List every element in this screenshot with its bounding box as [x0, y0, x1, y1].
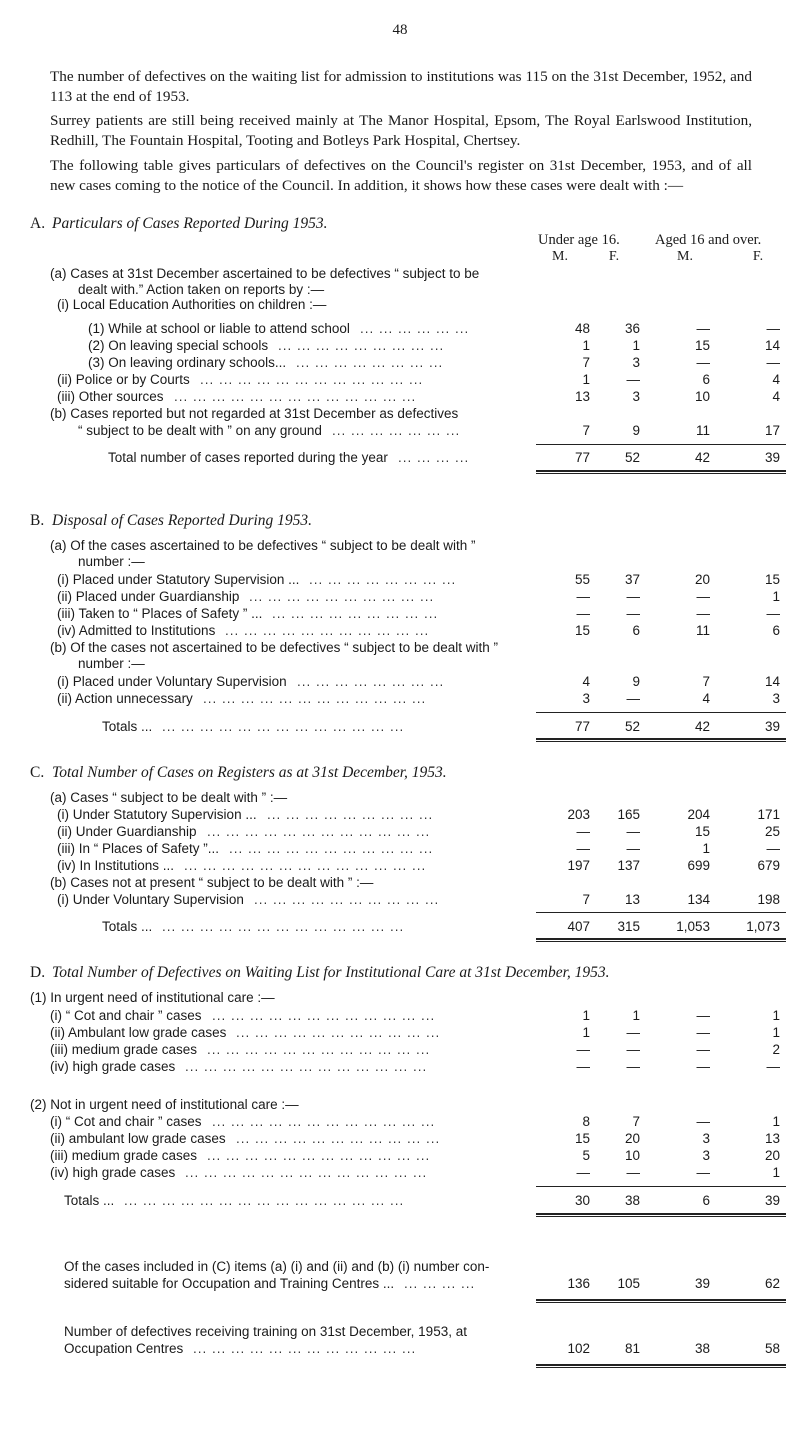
cell-value: 30 — [574, 1193, 590, 1208]
column-group-16-and-over: Aged 16 and over. — [655, 232, 762, 248]
leader-dots: ... ... ... ... ... ... ... ... ... ... ... ... ... — [184, 858, 427, 873]
table-row — [0, 1042, 800, 1058]
section-title-c — [30, 764, 447, 782]
row-label: (i) “ Cot and chair ” cases — [50, 1114, 202, 1129]
cell-value: 204 — [687, 807, 710, 822]
cell-value: 6 — [702, 372, 710, 387]
leader-dots: ... ... ... ... ... ... ... ... ... ... ... ... ... ... ... — [124, 1193, 405, 1208]
cell-value: 20 — [694, 572, 710, 587]
leader-dots: ... ... ... ... ... ... ... ... ... ... ... — [236, 1131, 441, 1146]
cell-value: 15 — [694, 338, 710, 353]
leader-dots: ... ... ... ... ... ... ... ... ... ... ... ... — [207, 824, 431, 839]
cell-value: — — [626, 824, 640, 839]
table-row — [0, 406, 800, 422]
table-row — [0, 297, 800, 313]
cell-value: 7 — [632, 1114, 640, 1129]
cell-value: 1 — [582, 372, 590, 387]
table-row — [0, 892, 800, 908]
table-row — [0, 656, 800, 672]
row-label: (ii) ambulant low grade cases — [50, 1131, 226, 1146]
cell-value: 39 — [764, 450, 780, 465]
sex-column-header: M. — [552, 249, 568, 264]
row-label: (iv) high grade cases — [50, 1165, 176, 1180]
cell-value: 6 — [632, 623, 640, 638]
cell-value: 13 — [624, 892, 640, 907]
cell-value: 10 — [624, 1148, 640, 1163]
cell-value: 7 — [582, 892, 590, 907]
row-label: (2) On leaving special schools — [88, 338, 269, 353]
table-row — [0, 858, 800, 874]
leader-dots: ... ... ... ... ... ... ... ... ... ... ... ... — [203, 691, 427, 706]
table-row — [0, 266, 800, 282]
cell-value: — — [696, 606, 710, 621]
cell-value: 81 — [624, 1341, 640, 1356]
rule-line — [536, 444, 786, 445]
cell-value: 4 — [702, 691, 710, 706]
row-label: sidered suitable for Occupation and Training Centres ... — [64, 1276, 395, 1291]
cell-value: — — [766, 841, 780, 856]
cell-value: 52 — [624, 719, 640, 734]
cell-value: 1 — [632, 338, 640, 353]
row-label: (a) Cases “ subject to be dealt with ” :— — [50, 790, 288, 805]
cell-value: 165 — [617, 807, 640, 822]
leader-dots: ... ... ... ... ... ... ... ... ... — [278, 338, 445, 353]
cell-value: 7 — [582, 355, 590, 370]
cell-value: 15 — [694, 824, 710, 839]
double-rule — [536, 1299, 786, 1303]
row-label: (1) In urgent need of institutional care :— — [30, 990, 275, 1005]
row-label: (a) Of the cases ascertained to be defectives “ subject to be dealt with ” — [50, 538, 476, 553]
table-row — [0, 990, 800, 1006]
cell-value: 7 — [702, 674, 710, 689]
leader-dots: ... ... ... ... ... ... ... ... ... ... — [249, 589, 435, 604]
cell-value: 4 — [772, 372, 780, 387]
cell-value: 134 — [687, 892, 710, 907]
cell-value: — — [576, 1059, 590, 1074]
table-row — [0, 538, 800, 554]
section-letter: D. — [30, 964, 46, 981]
row-label: (b) Cases not at present “ subject to be dealt with ” :— — [50, 875, 374, 890]
cell-value: 39 — [764, 719, 780, 734]
table-row — [0, 338, 800, 354]
cell-value: — — [576, 1042, 590, 1057]
cell-value: — — [696, 1059, 710, 1074]
section-heading: Particulars of Cases Reported During 1953. — [52, 215, 328, 232]
table-row — [0, 589, 800, 605]
cell-value: — — [626, 372, 640, 387]
cell-value: 679 — [757, 858, 780, 873]
sex-column-header: F. — [608, 249, 620, 264]
leader-dots: ... ... ... ... ... ... ... ... ... ... ... ... — [193, 1341, 417, 1356]
cell-value: 9 — [632, 674, 640, 689]
cell-value: — — [626, 1042, 640, 1057]
cell-value: 1 — [582, 338, 590, 353]
row-label: (iv) In Institutions ... — [57, 858, 175, 873]
cell-value: 171 — [757, 807, 780, 822]
intro-paragraph-1: The number of defectives on the waiting list for admission to institutions was 115 on the 31st December, 1952, and 113 at the end of 1953. — [50, 68, 752, 105]
cell-value: — — [576, 841, 590, 856]
cell-value: 1,053 — [676, 919, 710, 934]
double-rule — [536, 1364, 786, 1368]
cell-value: — — [576, 606, 590, 621]
leader-dots: ... ... ... ... ... ... ... ... ... ... ... ... — [200, 372, 424, 387]
row-label: (b) Cases reported but not regarded at 31st December as defectives — [50, 406, 459, 421]
cell-value: 17 — [764, 423, 780, 438]
table-row — [0, 1025, 800, 1041]
cell-value: 407 — [567, 919, 590, 934]
section-heading: Total Number of Cases on Registers as at 31st December, 1953. — [52, 764, 447, 781]
cell-value: 6 — [772, 623, 780, 638]
cell-value: 20 — [764, 1148, 780, 1163]
cell-value: 1 — [702, 841, 710, 856]
leader-dots: ... ... ... ... ... ... — [360, 321, 470, 336]
row-label: Totals ... — [64, 1193, 115, 1208]
row-label: Occupation Centres — [64, 1341, 184, 1356]
row-label: (i) Under Voluntary Supervision — [57, 892, 244, 907]
table-row — [0, 807, 800, 823]
cell-value: 13 — [764, 1131, 780, 1146]
row-label: (iii) Other sources — [57, 389, 164, 404]
cell-value: — — [626, 841, 640, 856]
cell-value: — — [696, 1008, 710, 1023]
leader-dots: ... ... ... ... ... ... ... ... — [296, 355, 444, 370]
cell-value: — — [626, 589, 640, 604]
table-row — [0, 875, 800, 891]
cell-value: — — [766, 321, 780, 336]
table-row — [0, 1008, 800, 1024]
cell-value: 1 — [772, 1114, 780, 1129]
sex-column-header: F. — [752, 249, 764, 264]
row-label: (i) Placed under Statutory Supervision ... — [57, 572, 300, 587]
table-row — [0, 824, 800, 840]
leader-dots: ... ... ... ... ... ... ... ... ... ... ... ... ... — [162, 719, 405, 734]
cell-value: — — [696, 1025, 710, 1040]
table-row — [0, 691, 800, 707]
table-row — [0, 282, 800, 298]
row-label: number :— — [78, 656, 145, 671]
cell-value: 10 — [694, 389, 710, 404]
cell-value: 3 — [632, 389, 640, 404]
rule-line — [536, 912, 786, 913]
section-letter: A. — [30, 215, 46, 232]
row-label: (iv) high grade cases — [50, 1059, 176, 1074]
row-label: (ii) Placed under Guardianship — [57, 589, 240, 604]
rule-line — [536, 712, 786, 713]
cell-value: 137 — [617, 858, 640, 873]
leader-dots: ... ... ... ... ... ... ... ... ... ... ... — [225, 623, 430, 638]
row-label: (i) Under Statutory Supervision ... — [57, 807, 257, 822]
cell-value: — — [766, 606, 780, 621]
table-row — [0, 389, 800, 405]
section-letter: B. — [30, 512, 45, 529]
occupation-row-line1 — [0, 1324, 800, 1340]
total-row — [0, 719, 800, 735]
cell-value: 20 — [624, 1131, 640, 1146]
table-row — [0, 1131, 800, 1147]
cell-value: 102 — [567, 1341, 590, 1356]
cell-value: 62 — [764, 1276, 780, 1291]
cell-value: — — [626, 606, 640, 621]
leader-dots: ... ... ... ... ... ... ... ... ... ... — [254, 892, 440, 907]
row-label: (iv) Admitted to Institutions — [57, 623, 216, 638]
leader-dots: ... ... ... ... ... ... ... ... — [309, 572, 457, 587]
occupation-row-line2 — [0, 1341, 800, 1357]
intro-paragraph-3: The following table gives particulars of defectives on the Council's register on 31st December, 1953, and of all new cases coming to the notice of the Council. In addition, it shows how these cases were dealt with :— — [50, 157, 752, 194]
page-number: 48 — [392, 22, 408, 38]
table-row — [0, 355, 800, 371]
cell-value: 3 — [702, 1148, 710, 1163]
rule-line — [536, 1186, 786, 1187]
table-row — [0, 623, 800, 639]
row-label: (2) Not in urgent need of institutional care :— — [30, 1097, 299, 1112]
table-row — [0, 321, 800, 337]
row-label: (i) Local Education Authorities on children :— — [57, 297, 327, 312]
cell-value: 39 — [764, 1193, 780, 1208]
double-rule — [536, 470, 786, 474]
row-label: (i) “ Cot and chair ” cases — [50, 1008, 202, 1023]
cell-value: 42 — [694, 719, 710, 734]
column-group-under-16: Under age 16. — [538, 232, 620, 248]
row-label: (iii) In “ Places of Safety ”... — [57, 841, 220, 856]
cell-value: 39 — [694, 1276, 710, 1291]
cell-value: 15 — [574, 623, 590, 638]
occupation-row-line1 — [0, 1259, 800, 1275]
table-row — [0, 1114, 800, 1130]
cell-value: 315 — [617, 919, 640, 934]
cell-value: — — [576, 1165, 590, 1180]
row-label: (a) Cases at 31st December ascertained to be defectives “ subject to be — [50, 266, 480, 281]
row-label: Totals ... — [102, 719, 153, 734]
cell-value: 14 — [764, 338, 780, 353]
row-label: (i) Placed under Voluntary Supervision — [57, 674, 287, 689]
section-heading: Disposal of Cases Reported During 1953. — [52, 512, 313, 529]
cell-value: 37 — [624, 572, 640, 587]
row-label: number :— — [78, 554, 145, 569]
row-label: (ii) Ambulant low grade cases — [50, 1025, 227, 1040]
cell-value: 3 — [772, 691, 780, 706]
table-row — [0, 554, 800, 570]
leader-dots: ... ... ... ... ... ... ... — [332, 423, 461, 438]
row-label: dealt with.” Action taken on reports by :— — [78, 282, 325, 297]
cell-value: 38 — [694, 1341, 710, 1356]
intro-paragraph-2: Surrey patients are still being received mainly at The Manor Hospital, Epsom, The Royal Earlswood Institution, Redhill, The Fountain Hospital, Tooting and Botleys Park Hospital, Chertsey. — [50, 112, 752, 149]
leader-dots: ... ... ... ... ... ... ... ... ... ... ... — [229, 841, 434, 856]
table-row — [0, 572, 800, 588]
table-row — [0, 1059, 800, 1075]
cell-value: 77 — [574, 450, 590, 465]
row-label: (iii) medium grade cases — [50, 1042, 198, 1057]
cell-value: 1 — [772, 1025, 780, 1040]
total-row — [0, 1193, 800, 1209]
leader-dots: ... ... ... ... ... ... ... ... ... ... ... ... — [207, 1042, 431, 1057]
cell-value: — — [766, 1059, 780, 1074]
cell-value: 1 — [772, 589, 780, 604]
leader-dots: ... ... ... ... ... ... ... ... ... ... ... ... ... — [185, 1059, 428, 1074]
cell-value: 1 — [632, 1008, 640, 1023]
cell-value: — — [696, 1042, 710, 1057]
cell-value: — — [626, 1165, 640, 1180]
row-label: (ii) Action unnecessary — [57, 691, 193, 706]
cell-value: 38 — [624, 1193, 640, 1208]
cell-value: 58 — [764, 1341, 780, 1356]
table-row — [0, 1165, 800, 1181]
leader-dots: ... ... ... ... ... ... ... ... ... ... ... ... ... — [162, 919, 405, 934]
leader-dots: ... ... ... ... — [398, 450, 470, 465]
row-label: (3) On leaving ordinary schools... — [88, 355, 287, 370]
leader-dots: ... ... ... ... ... ... ... ... ... ... ... ... ... — [185, 1165, 428, 1180]
cell-value: 3 — [582, 691, 590, 706]
cell-value: 42 — [694, 450, 710, 465]
row-label: (ii) Under Guardianship — [57, 824, 197, 839]
cell-value: 203 — [567, 807, 590, 822]
row-label: Total number of cases reported during the year — [108, 450, 388, 465]
section-title-a — [30, 215, 328, 233]
cell-value: 15 — [764, 572, 780, 587]
cell-value: 1 — [772, 1165, 780, 1180]
cell-value: — — [626, 691, 640, 706]
row-label: (ii) Police or by Courts — [57, 372, 190, 387]
row-label: Number of defectives receiving training on 31st December, 1953, at — [64, 1324, 467, 1339]
total-row — [0, 450, 800, 466]
cell-value: 136 — [567, 1276, 590, 1291]
cell-value: 6 — [702, 1193, 710, 1208]
row-label: (iii) Taken to “ Places of Safety ” ... — [57, 606, 263, 621]
table-row — [0, 423, 800, 439]
cell-value: 25 — [764, 824, 780, 839]
cell-value: 105 — [617, 1276, 640, 1291]
row-label: “ subject to be dealt with ” on any ground — [78, 423, 322, 438]
cell-value: 15 — [574, 1131, 590, 1146]
leader-dots: ... ... ... ... ... ... ... ... ... ... ... ... ... — [174, 389, 417, 404]
cell-value: 7 — [582, 423, 590, 438]
double-rule — [536, 938, 786, 942]
cell-value: 9 — [632, 423, 640, 438]
row-label: Totals ... — [102, 919, 153, 934]
cell-value: 5 — [582, 1148, 590, 1163]
cell-value: 77 — [574, 719, 590, 734]
cell-value: 52 — [624, 450, 640, 465]
cell-value: 1 — [772, 1008, 780, 1023]
cell-value: 13 — [574, 389, 590, 404]
cell-value: — — [626, 1059, 640, 1074]
row-label: Of the cases included in (C) items (a) (i) and (ii) and (b) (i) number con- — [64, 1259, 490, 1274]
cell-value: 11 — [695, 623, 710, 638]
leader-dots: ... ... ... ... — [404, 1276, 476, 1291]
cell-value: 4 — [582, 674, 590, 689]
cell-value: 48 — [574, 321, 590, 336]
cell-value: — — [576, 589, 590, 604]
leader-dots: ... ... ... ... ... ... ... ... ... ... ... ... — [212, 1114, 436, 1129]
sex-column-header: M. — [677, 249, 693, 264]
cell-value: — — [626, 1025, 640, 1040]
leader-dots: ... ... ... ... ... ... ... ... ... ... ... — [236, 1025, 441, 1040]
cell-value: — — [576, 824, 590, 839]
section-title-d — [30, 964, 610, 982]
cell-value: 699 — [687, 858, 710, 873]
leader-dots: ... ... ... ... ... ... ... ... ... — [272, 606, 439, 621]
cell-value: 55 — [574, 572, 590, 587]
table-row — [0, 790, 800, 806]
leader-dots: ... ... ... ... ... ... ... ... — [297, 674, 445, 689]
cell-value: 36 — [624, 321, 640, 336]
cell-value: 11 — [695, 423, 710, 438]
cell-value: — — [696, 355, 710, 370]
table-row — [0, 640, 800, 656]
cell-value: 3 — [632, 355, 640, 370]
section-title-b — [30, 512, 312, 530]
occupation-row-line2 — [0, 1276, 800, 1292]
leader-dots: ... ... ... ... ... ... ... ... ... ... ... ... — [212, 1008, 436, 1023]
table-row — [0, 674, 800, 690]
double-rule — [536, 738, 786, 742]
cell-value: 14 — [764, 674, 780, 689]
double-rule — [536, 1213, 786, 1217]
total-row — [0, 919, 800, 935]
table-row — [0, 1097, 800, 1113]
cell-value: — — [696, 589, 710, 604]
table-row — [0, 606, 800, 622]
table-row — [0, 1148, 800, 1164]
leader-dots: ... ... ... ... ... ... ... ... ... — [267, 807, 434, 822]
cell-value: — — [696, 1165, 710, 1180]
cell-value: 1,073 — [746, 919, 780, 934]
cell-value: 1 — [582, 1008, 590, 1023]
table-row — [0, 841, 800, 857]
cell-value: 8 — [582, 1114, 590, 1129]
leader-dots: ... ... ... ... ... ... ... ... ... ... ... ... — [207, 1148, 431, 1163]
row-label: (iii) medium grade cases — [50, 1148, 198, 1163]
row-label: (1) While at school or liable to attend school — [88, 321, 350, 336]
cell-value: 4 — [772, 389, 780, 404]
cell-value: 1 — [582, 1025, 590, 1040]
cell-value: 3 — [702, 1131, 710, 1146]
cell-value: 197 — [567, 858, 590, 873]
cell-value: — — [696, 321, 710, 336]
section-heading: Total Number of Defectives on Waiting List for Institutional Care at 31st December, 1953. — [52, 964, 610, 981]
cell-value: — — [766, 355, 780, 370]
row-label: (b) Of the cases not ascertained to be defectives “ subject to be dealt with ” — [50, 640, 498, 655]
table-row — [0, 372, 800, 388]
cell-value: 198 — [757, 892, 780, 907]
section-letter: C. — [30, 764, 45, 781]
cell-value: 2 — [772, 1042, 780, 1057]
cell-value: — — [696, 1114, 710, 1129]
